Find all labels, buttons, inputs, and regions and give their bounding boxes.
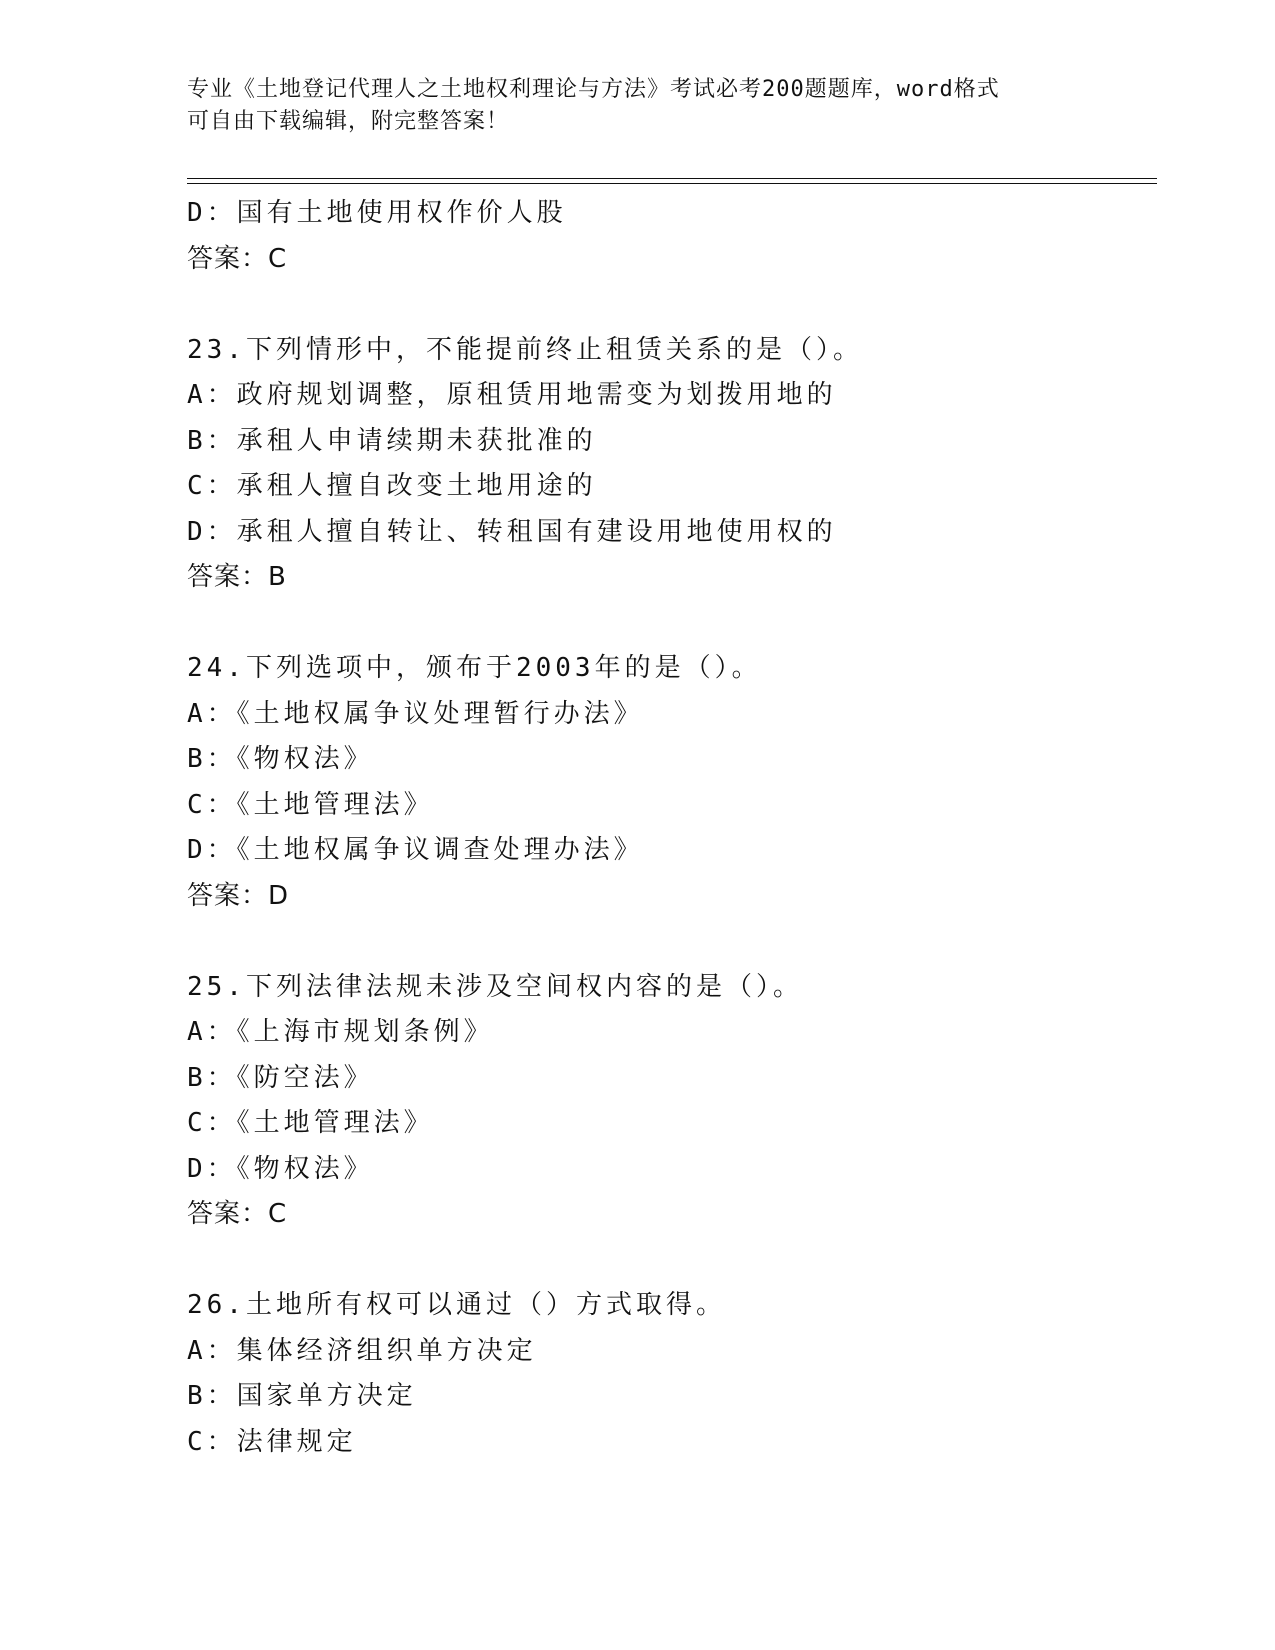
option-d: D：《物权法》 bbox=[187, 1153, 374, 1184]
header-divider-bottom bbox=[187, 183, 1157, 184]
option-a: A：政府规划调整，原租赁用地需变为划拨用地的 bbox=[187, 380, 837, 410]
spacer bbox=[187, 282, 1147, 328]
option-c: C：承租人擅自改变土地用途的 bbox=[187, 471, 597, 501]
answer-line: 答案：C bbox=[187, 1199, 288, 1229]
option-d: D：国有土地使用权作价人股 bbox=[187, 198, 567, 228]
option-c: C：《土地管理法》 bbox=[187, 1108, 434, 1138]
option-c: C：《土地管理法》 bbox=[187, 789, 434, 820]
option-c: C：法律规定 bbox=[187, 1426, 357, 1457]
question-stem: 24.下列选项中，颁布于2003年的是（）。 bbox=[187, 653, 762, 683]
document-header bbox=[187, 74, 1087, 138]
option-a: A：《上海市规划条例》 bbox=[187, 1017, 494, 1047]
option-a: A：《土地权属争议处理暂行办法》 bbox=[187, 698, 644, 729]
header-line-1: 专业《土地登记代理人之土地权利理论与方法》考试必考200题题库，word格式 bbox=[187, 77, 1000, 102]
option-a: A：集体经济组织单方决定 bbox=[187, 1335, 537, 1366]
question-stem: 25.下列法律法规未涉及空间权内容的是（）。 bbox=[187, 971, 803, 1002]
answer-line: 答案：B bbox=[187, 562, 287, 592]
option-b: B：承租人申请续期未获批准的 bbox=[187, 425, 597, 456]
option-b: B：《物权法》 bbox=[187, 744, 374, 774]
spacer bbox=[187, 601, 1147, 647]
spacer bbox=[187, 1238, 1147, 1284]
question-stem: 26.土地所有权可以通过（）方式取得。 bbox=[187, 1290, 726, 1320]
option-b: B：国家单方决定 bbox=[187, 1381, 417, 1411]
answer-line: 答案：C bbox=[187, 243, 288, 274]
option-d: D：承租人擅自转让、转租国有建设用地使用权的 bbox=[187, 516, 837, 547]
answer-line: 答案：D bbox=[187, 880, 290, 911]
header-line-2: 可自由下载编辑，附完整答案！ bbox=[187, 109, 510, 134]
question-stem: 23.下列情形中，不能提前终止租赁关系的是（）。 bbox=[187, 334, 863, 365]
spacer bbox=[187, 919, 1147, 965]
option-b: B：《防空法》 bbox=[187, 1062, 374, 1093]
header-divider-top bbox=[187, 178, 1157, 179]
option-d: D：《土地权属争议调查处理办法》 bbox=[187, 835, 644, 865]
question-list bbox=[187, 191, 1147, 1465]
